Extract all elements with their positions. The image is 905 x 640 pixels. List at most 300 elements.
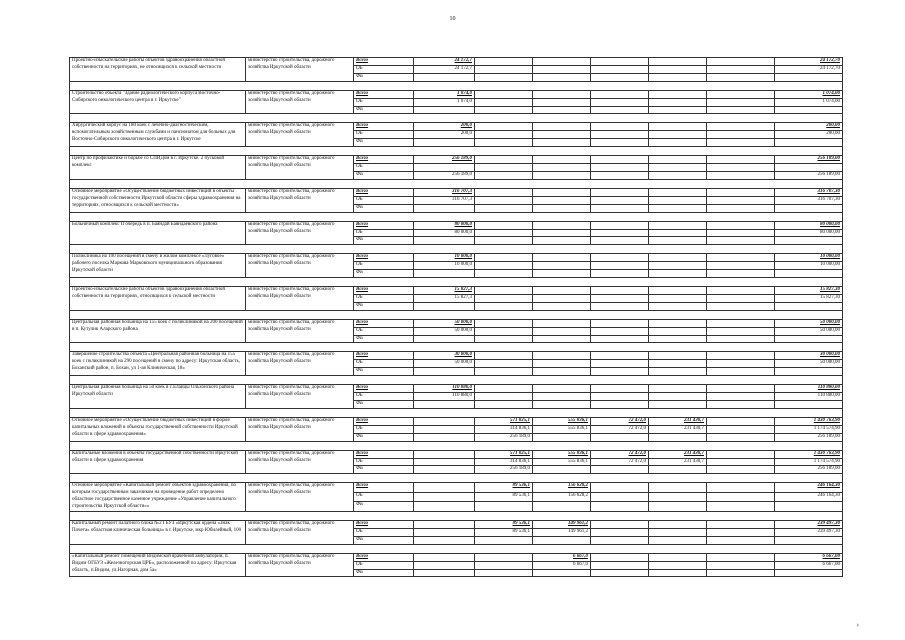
value-cell bbox=[707, 385, 775, 393]
value-cell bbox=[591, 502, 649, 512]
table-row bbox=[70, 319, 843, 327]
value-cell: 156 628,2 bbox=[533, 483, 591, 493]
value-cell bbox=[591, 270, 649, 278]
value-cell bbox=[649, 188, 707, 196]
value-cell: 110 880,0 bbox=[414, 393, 475, 401]
value-cell bbox=[591, 204, 649, 212]
event-name: Строительство объекта "Здание радиологического корпуса Восточно-Сибирского онкологического центра в г. Иркутске" bbox=[70, 90, 246, 114]
total-cell: 239 497,30 bbox=[775, 528, 843, 536]
spacer-row bbox=[70, 343, 843, 352]
total-cell bbox=[775, 335, 843, 343]
source-label: Всего bbox=[354, 352, 414, 360]
total-cell: 24 172,70 bbox=[775, 65, 843, 73]
value-cell: 200,0 bbox=[414, 131, 475, 139]
spacer-cell bbox=[70, 310, 843, 319]
value-cell bbox=[707, 58, 775, 66]
value-cell: 89 536,1 bbox=[475, 492, 533, 502]
value-cell bbox=[707, 131, 775, 139]
value-cell bbox=[649, 204, 707, 212]
value-cell bbox=[533, 393, 591, 401]
source-label: Всего bbox=[354, 188, 414, 196]
value-cell bbox=[475, 294, 533, 302]
value-cell bbox=[533, 270, 591, 278]
event-name: Больничный комплекс II очередь в п. Баяндай Баяндаевского района bbox=[70, 221, 246, 245]
table-row bbox=[70, 483, 843, 493]
value-cell bbox=[414, 302, 475, 310]
value-cell bbox=[414, 401, 475, 409]
value-cell bbox=[591, 294, 649, 302]
value-cell bbox=[533, 536, 591, 544]
value-cell bbox=[475, 106, 533, 114]
value-cell bbox=[591, 319, 649, 327]
spacer-cell bbox=[70, 212, 843, 221]
value-cell bbox=[475, 188, 533, 196]
value-cell bbox=[649, 287, 707, 295]
table-row bbox=[70, 58, 843, 66]
value-cell bbox=[591, 483, 649, 493]
table-row bbox=[70, 553, 843, 561]
value-cell bbox=[707, 417, 775, 425]
value-cell bbox=[475, 90, 533, 98]
source-label: Всего bbox=[354, 450, 414, 458]
spacer-cell bbox=[70, 441, 843, 450]
value-cell bbox=[591, 229, 649, 237]
total-cell: 15 827,30 bbox=[775, 287, 843, 295]
value-cell bbox=[414, 528, 475, 536]
value-cell bbox=[591, 139, 649, 147]
executor: министерство строительства, дорожного хозяйства Иркутской области bbox=[246, 450, 354, 474]
executor: министерство строительства, дорожного хозяйства Иркутской области bbox=[246, 352, 354, 376]
executor: министерство строительства, дорожного хозяйства Иркутской области bbox=[246, 254, 354, 278]
event-name: Основное мероприятие «Осуществление бюджетных инвестиций в форме капитальных вложений в объекты государственной собственности Иркутской области в сфере здравоохранения» bbox=[70, 417, 246, 441]
value-cell bbox=[475, 171, 533, 179]
source-label: ФБ bbox=[354, 433, 414, 441]
value-cell bbox=[533, 164, 591, 172]
total-cell: 1 074,00 bbox=[775, 90, 843, 98]
value-cell bbox=[649, 65, 707, 73]
value-cell bbox=[475, 368, 533, 376]
value-cell bbox=[475, 360, 533, 368]
source-label: ОБ bbox=[354, 229, 414, 237]
value-cell bbox=[649, 502, 707, 512]
source-label: ОБ bbox=[354, 98, 414, 106]
value-cell bbox=[707, 254, 775, 262]
spacer-row bbox=[70, 441, 843, 450]
value-cell bbox=[414, 204, 475, 212]
value-cell bbox=[591, 492, 649, 502]
value-cell bbox=[591, 254, 649, 262]
source-label: Всего bbox=[354, 553, 414, 561]
value-cell bbox=[649, 319, 707, 327]
value-cell bbox=[533, 171, 591, 179]
value-cell bbox=[707, 156, 775, 164]
value-cell bbox=[707, 368, 775, 376]
value-cell: 15 827,3 bbox=[414, 287, 475, 295]
total-cell bbox=[775, 536, 843, 544]
value-cell: 50 000,0 bbox=[414, 319, 475, 327]
source-label: Всего bbox=[354, 58, 414, 66]
value-cell bbox=[707, 466, 775, 474]
value-cell bbox=[649, 335, 707, 343]
value-cell bbox=[533, 254, 591, 262]
value-cell bbox=[591, 156, 649, 164]
spacer-cell bbox=[70, 81, 843, 90]
spacer-row bbox=[70, 114, 843, 123]
value-cell bbox=[533, 204, 591, 212]
value-cell bbox=[533, 433, 591, 441]
value-cell bbox=[707, 528, 775, 536]
value-cell bbox=[707, 393, 775, 401]
value-cell: 555 836,1 bbox=[533, 425, 591, 433]
value-cell bbox=[533, 73, 591, 81]
value-cell bbox=[475, 164, 533, 172]
value-cell: 50 000,0 bbox=[414, 360, 475, 368]
value-cell bbox=[591, 569, 649, 577]
value-cell bbox=[707, 188, 775, 196]
value-cell: 1 074,0 bbox=[414, 98, 475, 106]
source-label: ОБ bbox=[354, 393, 414, 401]
value-cell bbox=[533, 131, 591, 139]
corner-mark: › bbox=[856, 621, 859, 629]
source-label: ОБ bbox=[354, 561, 414, 569]
spacer-cell bbox=[70, 544, 843, 553]
value-cell: 555 836,1 bbox=[533, 458, 591, 466]
value-cell bbox=[475, 553, 533, 561]
value-cell bbox=[707, 196, 775, 204]
spacer-cell bbox=[70, 376, 843, 385]
value-cell bbox=[707, 569, 775, 577]
value-cell bbox=[707, 561, 775, 569]
value-cell: 256 189,0 bbox=[475, 433, 533, 441]
value-cell: 72 472,0 bbox=[591, 450, 649, 458]
value-cell bbox=[649, 393, 707, 401]
value-cell bbox=[591, 401, 649, 409]
value-cell bbox=[414, 561, 475, 569]
event-name: Поликлиника на 100 посещений в смену в жилом комплексе «Луговое» рабочего поселка Маркова Марковского муниципального образования Иркутской области bbox=[70, 254, 246, 278]
spacer-cell bbox=[70, 114, 843, 123]
value-cell bbox=[649, 302, 707, 310]
spacer-row bbox=[70, 511, 843, 520]
source-label: ОБ bbox=[354, 131, 414, 139]
value-cell: 89 536,1 bbox=[475, 483, 533, 493]
value-cell: 149 961,2 bbox=[533, 528, 591, 536]
executor: министерство строительства, дорожного хозяйства Иркутской области bbox=[246, 58, 354, 82]
value-cell bbox=[649, 553, 707, 561]
value-cell bbox=[414, 458, 475, 466]
source-label: ОБ bbox=[354, 196, 414, 204]
source-label: ОБ bbox=[354, 294, 414, 302]
spacer-cell bbox=[70, 474, 843, 483]
value-cell bbox=[475, 196, 533, 204]
value-cell: 80 000,0 bbox=[414, 221, 475, 229]
value-cell bbox=[414, 483, 475, 493]
value-cell: 24 172,7 bbox=[414, 65, 475, 73]
value-cell bbox=[591, 466, 649, 474]
value-cell bbox=[533, 360, 591, 368]
total-cell bbox=[775, 73, 843, 81]
event-name: Центр по профилактике и борьбе со СПИДом в г. Иркутске. 2 пусковой комплекс bbox=[70, 156, 246, 180]
source-label: ОБ bbox=[354, 164, 414, 172]
value-cell: 6 667,0 bbox=[533, 553, 591, 561]
value-cell bbox=[533, 188, 591, 196]
value-cell bbox=[533, 262, 591, 270]
total-cell: 6 667,00 bbox=[775, 561, 843, 569]
value-cell: 10 000,0 bbox=[414, 262, 475, 270]
table-row bbox=[70, 450, 843, 458]
value-cell bbox=[707, 502, 775, 512]
value-cell bbox=[649, 352, 707, 360]
executor: министерство строительства, дорожного хозяйства Иркутской области bbox=[246, 221, 354, 245]
value-cell bbox=[475, 123, 533, 131]
value-cell: 15 827,3 bbox=[414, 294, 475, 302]
value-cell bbox=[414, 237, 475, 245]
value-cell bbox=[475, 73, 533, 81]
value-cell bbox=[533, 368, 591, 376]
value-cell bbox=[707, 302, 775, 310]
value-cell bbox=[649, 98, 707, 106]
value-cell bbox=[475, 502, 533, 512]
value-cell bbox=[707, 360, 775, 368]
value-cell bbox=[707, 204, 775, 212]
total-cell: 24 172,70 bbox=[775, 58, 843, 66]
value-cell bbox=[649, 262, 707, 270]
value-cell bbox=[414, 368, 475, 376]
value-cell bbox=[533, 106, 591, 114]
value-cell: 1 074,0 bbox=[414, 90, 475, 98]
value-cell: 24 172,7 bbox=[414, 58, 475, 66]
executor: министерство строительства, дорожного хозяйства Иркутской области bbox=[246, 156, 354, 180]
value-cell bbox=[707, 319, 775, 327]
value-cell bbox=[533, 294, 591, 302]
value-cell bbox=[649, 294, 707, 302]
value-cell bbox=[414, 520, 475, 528]
executor: министерство строительства, дорожного хозяйства Иркутской области bbox=[246, 417, 354, 441]
value-cell bbox=[591, 106, 649, 114]
event-name: «Капитальный ремонт помещений Видимской врачебной амбулатории, п. Видим ОГБУЗ «Железногорская ЦРБ», расположенной по адресу: Иркутская область, п.Видим, ул.Нагорная, дом 5а» bbox=[70, 553, 246, 577]
value-cell bbox=[533, 196, 591, 204]
value-cell bbox=[475, 229, 533, 237]
source-label: ФБ bbox=[354, 237, 414, 245]
value-cell bbox=[591, 131, 649, 139]
value-cell bbox=[649, 561, 707, 569]
value-cell bbox=[707, 553, 775, 561]
value-cell: 314 836,1 bbox=[475, 458, 533, 466]
value-cell bbox=[591, 385, 649, 393]
value-cell bbox=[591, 536, 649, 544]
value-cell: 231 430,7 bbox=[649, 458, 707, 466]
table-row bbox=[70, 221, 843, 229]
table-row bbox=[70, 520, 843, 528]
total-cell bbox=[775, 139, 843, 147]
value-cell bbox=[707, 458, 775, 466]
executor: министерство строительства, дорожного хозяйства Иркутской области bbox=[246, 520, 354, 544]
value-cell: 72 472,0 bbox=[591, 458, 649, 466]
executor: министерство строительства, дорожного хозяйства Иркутской области bbox=[246, 553, 354, 577]
value-cell bbox=[591, 164, 649, 172]
event-name: Проектно-изыскательские работы объектов здравоохранения областной собственности на территориях, не относящихся к сельской местности bbox=[70, 58, 246, 82]
spacer-row bbox=[70, 81, 843, 90]
value-cell: 30 000,0 bbox=[414, 352, 475, 360]
value-cell: 231 430,7 bbox=[649, 417, 707, 425]
value-cell bbox=[591, 90, 649, 98]
value-cell bbox=[707, 106, 775, 114]
value-cell: 72 472,0 bbox=[591, 425, 649, 433]
value-cell bbox=[475, 569, 533, 577]
spacer-row bbox=[70, 245, 843, 254]
value-cell bbox=[533, 98, 591, 106]
total-cell: 239 497,30 bbox=[775, 520, 843, 528]
value-cell bbox=[707, 433, 775, 441]
total-cell: 1 174 574,90 bbox=[775, 425, 843, 433]
value-cell bbox=[591, 302, 649, 310]
total-cell: 1 430 763,90 bbox=[775, 450, 843, 458]
value-cell bbox=[533, 229, 591, 237]
value-cell bbox=[591, 65, 649, 73]
spacer-row bbox=[70, 212, 843, 221]
value-cell bbox=[533, 352, 591, 360]
value-cell bbox=[533, 385, 591, 393]
value-cell bbox=[414, 536, 475, 544]
value-cell: 555 836,1 bbox=[533, 417, 591, 425]
spacer-cell bbox=[70, 147, 843, 156]
source-label: Всего bbox=[354, 417, 414, 425]
value-cell bbox=[591, 73, 649, 81]
source-label: ОБ bbox=[354, 65, 414, 73]
value-cell: 156 628,2 bbox=[533, 492, 591, 502]
value-cell bbox=[591, 221, 649, 229]
spacer-cell bbox=[70, 343, 843, 352]
total-cell bbox=[775, 502, 843, 512]
value-cell bbox=[414, 270, 475, 278]
value-cell: 316 707,3 bbox=[414, 196, 475, 204]
spacer-cell bbox=[70, 245, 843, 254]
value-cell bbox=[649, 528, 707, 536]
total-cell: 10 000,00 bbox=[775, 262, 843, 270]
value-cell bbox=[649, 221, 707, 229]
event-name: Основное мероприятие «Капитальный ремонт объектов здравоохранения, по которым государственным заказчиком на проведение работ определено областное государственное казенное учреждение «Управление капитального строительства Иркутской области»» bbox=[70, 483, 246, 512]
value-cell bbox=[591, 171, 649, 179]
source-label: Всего bbox=[354, 483, 414, 493]
source-label: ФБ bbox=[354, 502, 414, 512]
event-name: Центральная районная больница на 50 коек в с.Еланцы Ольхонского района Иркутской области bbox=[70, 385, 246, 409]
total-cell: 246 164,30 bbox=[775, 483, 843, 493]
value-cell bbox=[707, 327, 775, 335]
total-cell: 256 189,00 bbox=[775, 433, 843, 441]
value-cell bbox=[533, 502, 591, 512]
spacer-row bbox=[70, 147, 843, 156]
source-label: ОБ bbox=[354, 425, 414, 433]
value-cell bbox=[414, 450, 475, 458]
value-cell bbox=[649, 164, 707, 172]
total-cell: 256 189,00 bbox=[775, 466, 843, 474]
value-cell bbox=[414, 433, 475, 441]
value-cell: 50 000,0 bbox=[414, 327, 475, 335]
value-cell bbox=[475, 335, 533, 343]
event-name: Хирургический корпус на 180 коек с лечебно-диагностическим, вспомогательным хозяйственным службами и пансионатом для больных для Восточно-Сибирского онкологического центра в г. Иркутске bbox=[70, 123, 246, 147]
value-cell bbox=[475, 254, 533, 262]
value-cell bbox=[649, 171, 707, 179]
value-cell bbox=[533, 287, 591, 295]
value-cell bbox=[591, 123, 649, 131]
value-cell bbox=[475, 561, 533, 569]
total-cell: 10 000,00 bbox=[775, 254, 843, 262]
value-cell bbox=[533, 327, 591, 335]
value-cell bbox=[533, 401, 591, 409]
spacer-row bbox=[70, 544, 843, 553]
value-cell bbox=[533, 65, 591, 73]
source-label: Всего bbox=[354, 520, 414, 528]
total-cell bbox=[775, 270, 843, 278]
value-cell: 256 189,0 bbox=[414, 171, 475, 179]
table-row bbox=[70, 156, 843, 164]
value-cell bbox=[707, 287, 775, 295]
value-cell bbox=[591, 188, 649, 196]
value-cell: 571 025,1 bbox=[475, 450, 533, 458]
event-name: Завершение строительства объекта «Центральная районная больница на 155 коек с поликлиникой на 290 посещений в смену по адресу: Иркутская область, Боханский район, п. Бохан, ул 1-ая Клиническая, 18» bbox=[70, 352, 246, 376]
total-cell: 50 000,00 bbox=[775, 319, 843, 327]
value-cell bbox=[533, 221, 591, 229]
executor: министерство строительства, дорожного хозяйства Иркутской области bbox=[246, 483, 354, 512]
total-cell: 30 000,00 bbox=[775, 352, 843, 360]
value-cell bbox=[649, 237, 707, 245]
value-cell bbox=[414, 466, 475, 474]
value-cell: 80 000,0 bbox=[414, 229, 475, 237]
value-cell bbox=[414, 569, 475, 577]
source-label: Всего bbox=[354, 319, 414, 327]
value-cell bbox=[414, 492, 475, 502]
value-cell bbox=[707, 90, 775, 98]
executor: министерство строительства, дорожного хозяйства Иркутской области bbox=[246, 188, 354, 212]
value-cell bbox=[649, 327, 707, 335]
value-cell bbox=[591, 196, 649, 204]
total-cell: 316 707,30 bbox=[775, 188, 843, 196]
event-name: Капитальные вложения в объекты государственной собственности Иркутской области в сфере здравоохранения bbox=[70, 450, 246, 474]
source-label: Всего bbox=[354, 123, 414, 131]
source-label: ФБ bbox=[354, 536, 414, 544]
total-cell: 1 430 763,90 bbox=[775, 417, 843, 425]
value-cell bbox=[591, 528, 649, 536]
value-cell: 149 961,2 bbox=[533, 520, 591, 528]
value-cell bbox=[475, 98, 533, 106]
value-cell bbox=[649, 466, 707, 474]
table-row bbox=[70, 352, 843, 360]
table-row bbox=[70, 254, 843, 262]
value-cell: 231 430,7 bbox=[649, 450, 707, 458]
value-cell bbox=[591, 98, 649, 106]
source-label: ОБ bbox=[354, 262, 414, 270]
source-label: ФБ bbox=[354, 569, 414, 577]
value-cell bbox=[533, 335, 591, 343]
table-row bbox=[70, 385, 843, 393]
value-cell bbox=[707, 492, 775, 502]
total-cell: 256 189,00 bbox=[775, 156, 843, 164]
total-cell: 80 000,00 bbox=[775, 229, 843, 237]
value-cell bbox=[649, 520, 707, 528]
source-label: ФБ bbox=[354, 335, 414, 343]
spacer-row bbox=[70, 278, 843, 287]
spacer-cell bbox=[70, 408, 843, 417]
value-cell bbox=[533, 466, 591, 474]
value-cell bbox=[649, 139, 707, 147]
spacer-row bbox=[70, 310, 843, 319]
source-label: ОБ bbox=[354, 492, 414, 502]
value-cell bbox=[475, 204, 533, 212]
table-row bbox=[70, 287, 843, 295]
table-row bbox=[70, 417, 843, 425]
total-cell: 316 707,30 bbox=[775, 196, 843, 204]
source-label: Всего bbox=[354, 287, 414, 295]
value-cell bbox=[649, 131, 707, 139]
